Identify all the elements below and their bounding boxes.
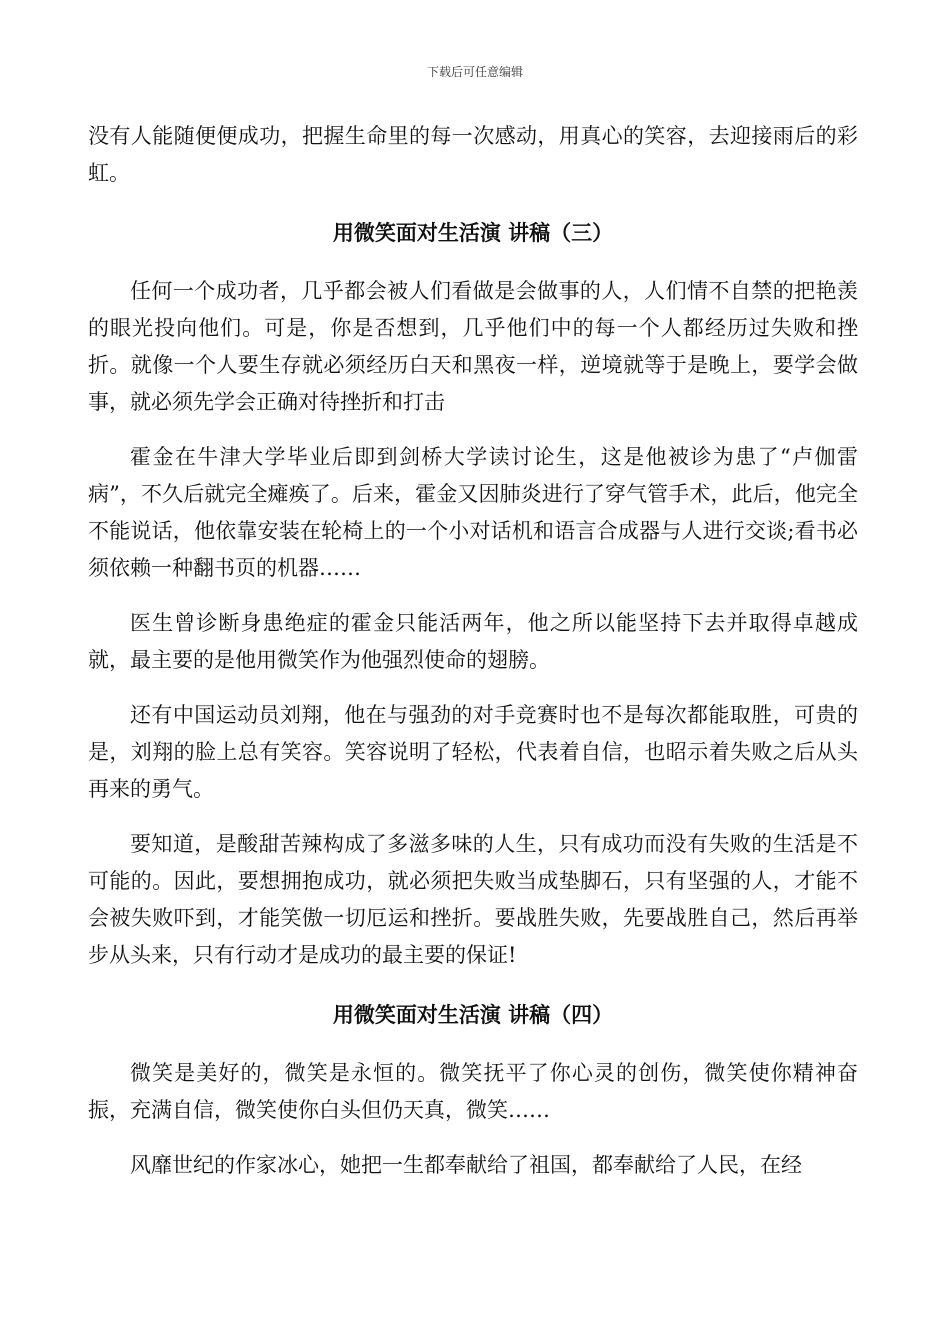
section-3-paragraph-2: 霍金在牛津大学毕业后即到剑桥大学读讨论生，这是他被诊为患了“卢伽雷病”，不久后就完全瘫痪了。后来，霍金又因肺炎进行了穿气管手术，此后，他完全不能说话，他依靠安装在轮椅上的一个小对话机和语言合成器与人进行交谈;看书必须依赖一种翻书页的机器……: [88, 445, 858, 580]
section-3-paragraph-4: 还有中国运动员刘翔，他在与强劲的对手竞赛时也不是每次都能取胜，可贵的是，刘翔的脸上总有笑容。笑容说明了轻松，代表着自信，也昭示着失败之后从头再来的勇气。: [88, 703, 858, 801]
section-4-paragraph-2: 风靡世纪的作家冰心，她把一生都奉献给了祖国，都奉献给了人民，在经: [130, 1153, 802, 1177]
document-body: [88, 118, 858, 1202]
section-3-paragraph-5: 要知道，是酸甜苦辣构成了多滋多味的人生，只有成功而没有失败的生活是不可能的。因此，要想拥抱成功，就必须把失败当成垫脚石，只有坚强的人，才能不会被失败吓到，才能笑傲一切厄运和挫折。要战胜失败，先要战胜自己，然后再举步从头来，只有行动才是成功的最主要的保证!: [88, 832, 858, 967]
page-header-note: 下载后可任意编辑: [426, 65, 523, 79]
section-title-3: 用微笑面对生活演 讲稿（三）: [332, 220, 614, 245]
intro-paragraph: 没有人能随便便成功，把握生命里的每一次感动，用真心的笑容，去迎接雨后的彩虹。: [88, 124, 858, 185]
section-4-paragraph-1: 微笑是美好的，微笑是永恒的。微笑抚平了你心灵的创伤，微笑使你精神奋振，充满自信，微笑使你白头但仍天真，微笑……: [88, 1061, 858, 1122]
section-3-paragraph-1: 任何一个成功者，几乎都会被人们看做是会做事的人，人们情不自禁的把艳羡的眼光投向他们。可是，你是否想到，几乎他们中的每一个人都经历过失败和挫折。就像一个人要生存就必须经历白天和黑夜一样，逆境就等于是晚上，要学会做事，就必须先学会正确对待挫折和打击: [88, 279, 858, 414]
section-3-paragraph-3: 医生曾诊断身患绝症的霍金只能活两年，他之所以能坚持下去并取得卓越成就，最主要的是他用微笑作为他强烈使命的翅膀。: [88, 611, 858, 672]
section-title-4: 用微笑面对生活演 讲稿（四）: [332, 1002, 614, 1027]
